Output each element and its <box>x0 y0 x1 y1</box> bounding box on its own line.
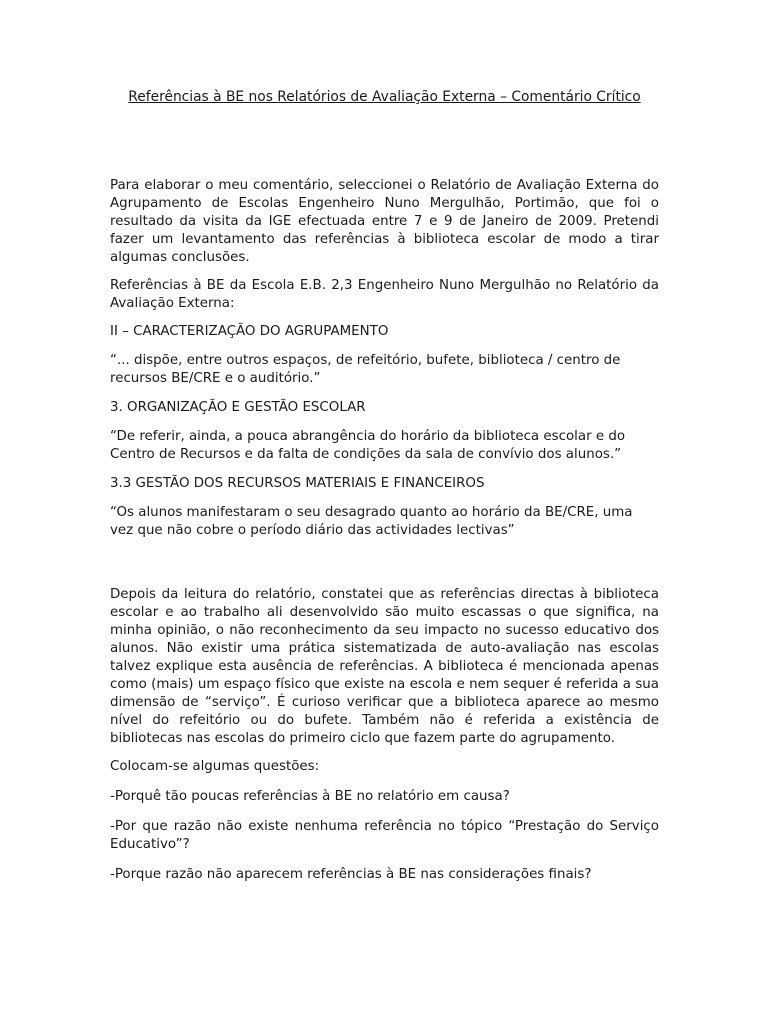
questions-intro: Colocam-se algumas questões: <box>110 759 320 774</box>
question-item-3: -Porque razão não aparecem referências à BE nas considerações finais? <box>110 867 592 882</box>
question-item-1: -Porquê tão poucas referências à BE no relatório em causa? <box>110 789 510 804</box>
section-quote-gestao-recursos: “Os alunos manifestaram o seu desagrado quanto ao horário da BE/CRE, uma vez que não cobre o período diário das actividades lectivas” <box>110 505 633 538</box>
references-intro-paragraph: Referências à BE da Escola E.B. 2,3 Engenheiro Nuno Mergulhão no Relatório da Avaliação Externa: <box>110 278 659 311</box>
document-title: Referências à BE nos Relatórios de Avaliação Externa – Comentário Crítico <box>128 89 641 105</box>
question-item-2: -Por que razão não existe nenhuma referência no tópico “Prestação do Serviço Educativo”? <box>110 819 659 852</box>
section-quote-organizacao: “De referir, ainda, a pouca abrangência do horário da biblioteca escolar e do Centro de Recursos e da falta de condições da sala de convívio dos alunos.” <box>110 429 626 462</box>
analysis-paragraph: Depois da leitura do relatório, constatei que as referências directas à biblioteca escolar e ao trabalho ali desenvolvido são muito escassas o que significa, na minha opinião, o não reconhecimento da seu impacto no sucesso educativo dos alunos. Não existir uma prática sistematizada de auto-avaliação nas escolas talvez explique esta ausência de referências. A biblioteca é mencionada apenas como (mais) um espaço físico que existe na escola e nem sequer é referida a sua dimensão de “serviço”. É curioso verificar que a biblioteca aparece ao mesmo nível do refeitório ou do bufete. Também não é referida a existência de bibliotecas nas escolas do primeiro ciclo que fazem parte do agrupamento. <box>110 587 659 746</box>
section-heading-gestao-recursos: 3.3 GESTÃO DOS RECURSOS MATERIAIS E FINANCEIROS <box>110 476 485 491</box>
document-page <box>110 88 659 896</box>
section-heading-caracterizacao: II – CARACTERIZAÇÃO DO AGRUPAMENTO <box>110 324 389 339</box>
section-heading-organizacao: 3. ORGANIZAÇÃO E GESTÃO ESCOLAR <box>110 400 366 415</box>
section-quote-caracterizacao: “... dispõe, entre outros espaços, de refeitório, bufete, biblioteca / centro de recursos BE/CRE e o auditório.” <box>110 353 621 386</box>
intro-paragraph: Para elaborar o meu comentário, seleccionei o Relatório de Avaliação Externa do Agrupamento de Escolas Engenheiro Nuno Mergulhão, Portimão, que foi o resultado da visita da IGE efectuada entre 7 e 9 de Janeiro de 2009. Pretendi fazer um levantamento das referências à biblioteca escolar de modo a tirar algumas conclusões. <box>110 178 659 265</box>
